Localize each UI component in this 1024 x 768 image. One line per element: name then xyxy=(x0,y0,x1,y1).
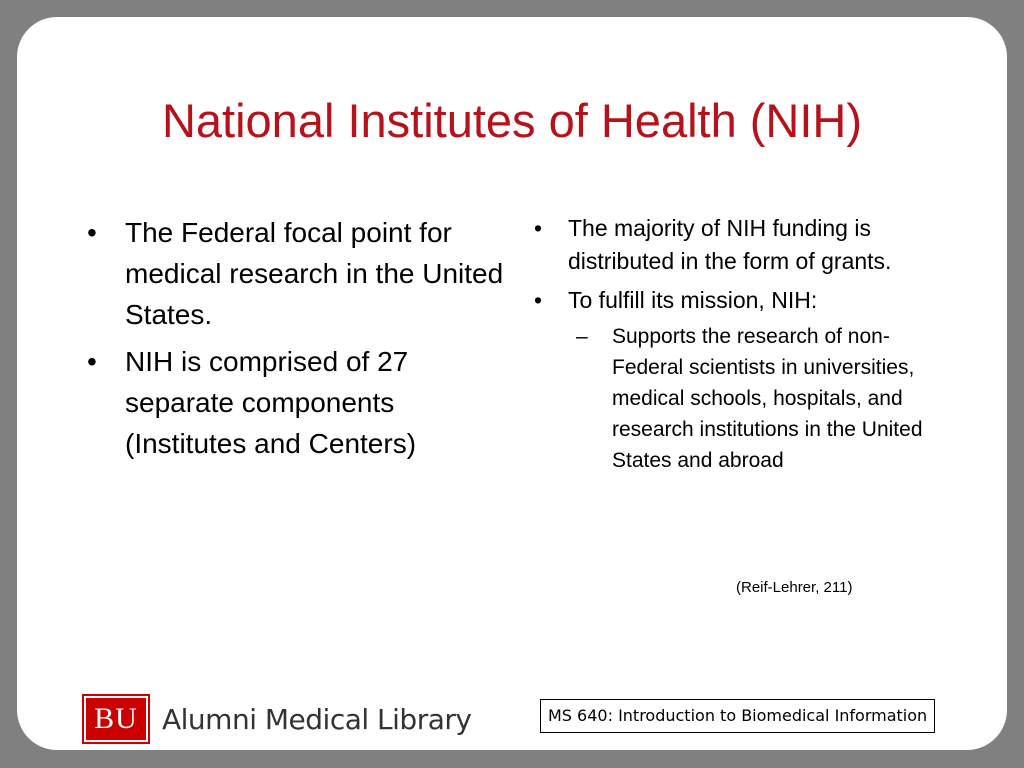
course-label: MS 640: Introduction to Biomedical Information xyxy=(540,699,935,733)
right-bullet-item: • The majority of NIH funding is distributed in the form of grants. xyxy=(530,212,960,278)
sub-bullet-item: – Supports the research of non-Federal scientists in universities, medical schools, hospitals, and research institutions in the United States and abroad xyxy=(568,321,960,476)
left-bullet-item: • NIH is comprised of 27 separate components (Institutes and Centers) xyxy=(85,341,505,464)
citation: (Reif-Lehrer, 211) xyxy=(736,579,853,596)
left-bullet-list xyxy=(85,212,505,470)
library-name: Alumni Medical Library xyxy=(162,702,472,736)
library-logo xyxy=(82,694,471,744)
right-bullet-text: To fulfill its mission, NIH: xyxy=(568,287,818,313)
right-bullet-item xyxy=(530,284,960,476)
sub-bullet-list xyxy=(568,321,960,476)
slide-title: National Institutes of Health (NIH) xyxy=(161,94,863,147)
left-bullet-item: • The Federal focal point for medical research in the United States. xyxy=(85,212,505,335)
right-bullet-list xyxy=(530,212,960,482)
bu-logo-mark: BU xyxy=(82,694,150,744)
slide xyxy=(17,17,1007,750)
